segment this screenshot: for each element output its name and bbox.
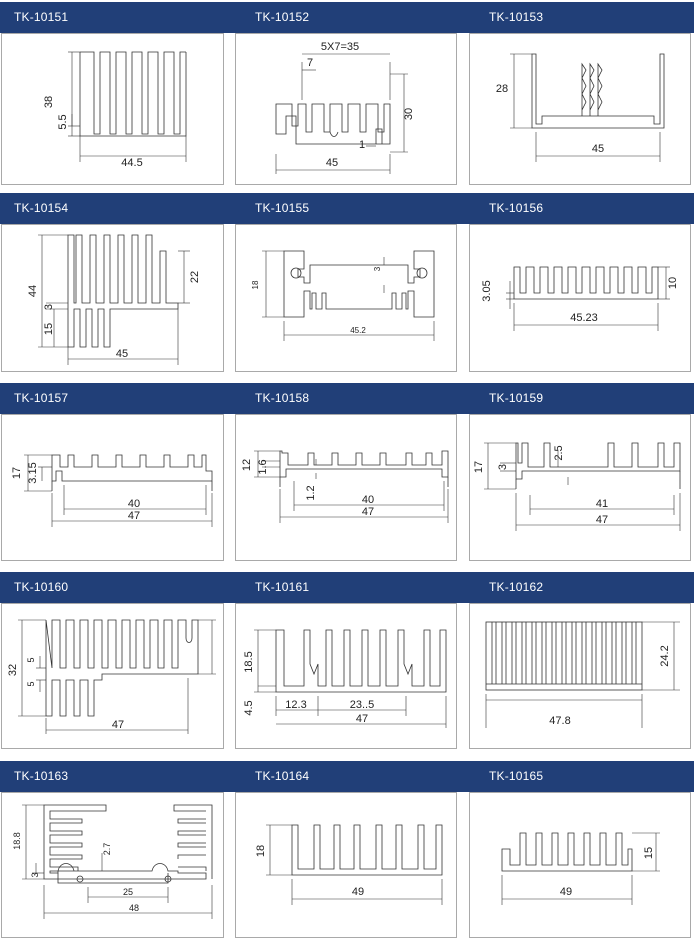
- dim-label: 44.5: [121, 157, 143, 170]
- profile-card: [235, 224, 457, 372]
- dim-label: 49: [351, 886, 365, 898]
- dim-label: 49: [559, 886, 573, 898]
- dim-label: 24.2: [659, 645, 671, 667]
- dim-label: 45: [115, 348, 129, 360]
- dim-label: 5: [26, 657, 36, 663]
- profile-card: [235, 603, 457, 749]
- product-code: TK-10159: [489, 391, 544, 405]
- profile-drawing: [2, 793, 225, 939]
- profile-drawing: [236, 793, 458, 939]
- profile-drawing: [470, 604, 692, 750]
- dim-label: 47: [355, 713, 369, 725]
- dim-label: 18.8: [12, 832, 22, 850]
- profile-drawing: [236, 34, 458, 186]
- dim-label: 1: [358, 139, 366, 151]
- profile-card: [235, 792, 457, 938]
- dim-label: 12: [241, 458, 253, 472]
- profile-card: [1, 224, 224, 372]
- dim-label: 22: [189, 270, 201, 284]
- dim-label: 45.23: [570, 312, 598, 324]
- profile-card: [1, 603, 224, 749]
- dim-label: 23..5: [349, 699, 375, 711]
- dim-label: 45.2: [350, 326, 366, 335]
- dim-label: 30: [403, 107, 415, 121]
- product-code: TK-10156: [489, 201, 544, 215]
- header-band: [0, 193, 694, 224]
- dim-label: 5: [26, 681, 36, 687]
- profile-drawing: [470, 415, 692, 562]
- dim-label: 25: [122, 887, 134, 897]
- dim-label: 15: [43, 322, 55, 336]
- profile-drawing: [2, 34, 225, 186]
- dim-label: 1.6: [257, 459, 269, 475]
- dim-label: 17: [11, 466, 23, 480]
- dim-label: 40: [127, 498, 141, 510]
- product-code: TK-10153: [489, 10, 544, 24]
- dim-label: 47: [111, 719, 125, 731]
- product-code: TK-10154: [14, 201, 69, 215]
- profile-drawing: [470, 225, 692, 373]
- profile-card: [1, 33, 224, 185]
- header-band: [0, 383, 694, 414]
- profile-card: [1, 792, 224, 938]
- profile-drawing: [2, 225, 225, 373]
- product-code: TK-10161: [255, 580, 310, 594]
- dim-label: 40: [361, 494, 375, 506]
- product-code: TK-10160: [14, 580, 69, 594]
- product-code: TK-10164: [255, 769, 310, 783]
- product-code: TK-10151: [14, 10, 69, 24]
- product-code: TK-10152: [255, 10, 310, 24]
- dim-label: 18.5: [243, 651, 255, 673]
- dim-label: 41: [595, 498, 609, 510]
- dim-label: 7: [306, 57, 314, 69]
- dim-label: 5X7=35: [320, 41, 360, 53]
- dim-label: 17: [473, 460, 485, 474]
- profile-card: [469, 33, 691, 185]
- dim-label: 3: [43, 303, 55, 311]
- dim-label: 47: [361, 506, 375, 518]
- profile-card: [235, 414, 457, 561]
- profile-drawing: [236, 604, 458, 750]
- dim-label: 47: [127, 510, 141, 522]
- dim-label: 3.05: [481, 280, 493, 302]
- profile-drawing: [236, 225, 458, 373]
- product-code: TK-10162: [489, 580, 544, 594]
- dim-label: 47: [595, 514, 609, 526]
- dim-label: 2.7: [102, 842, 112, 856]
- profile-card: [469, 414, 691, 561]
- header-band: [0, 761, 694, 792]
- profile-drawing: [236, 415, 458, 562]
- dim-label: 4.5: [243, 700, 255, 716]
- product-code: TK-10165: [489, 769, 544, 783]
- profile-drawing: [2, 604, 225, 750]
- product-code: TK-10158: [255, 391, 310, 405]
- dim-label: 38: [43, 95, 55, 109]
- dim-label: 3: [497, 463, 509, 471]
- dim-label: 10: [667, 276, 679, 290]
- dim-label: 44: [27, 284, 39, 298]
- dim-label: 2.5: [553, 445, 565, 461]
- dim-label: 18: [255, 844, 267, 858]
- dim-label: 48: [128, 903, 140, 913]
- dim-label: 1.2: [305, 485, 317, 501]
- profile-drawing: [470, 34, 692, 186]
- dim-label: 47.8: [549, 715, 571, 727]
- product-code: TK-10155: [255, 201, 310, 215]
- header-band: [0, 572, 694, 603]
- dim-label: 3: [373, 266, 382, 272]
- dim-label: 5.5: [57, 114, 69, 130]
- profile-card: [469, 603, 691, 749]
- dim-label: 12.3: [285, 699, 307, 711]
- header-band: [0, 2, 694, 33]
- product-code: TK-10157: [14, 391, 69, 405]
- profile-card: [469, 792, 691, 938]
- dim-label: 32: [7, 663, 19, 677]
- profile-card: [235, 33, 457, 185]
- profile-card: [469, 224, 691, 372]
- dim-label: 28: [495, 83, 509, 95]
- dim-label: 3.15: [27, 462, 39, 484]
- dim-label: 18: [251, 280, 260, 290]
- dim-label: 45: [591, 143, 605, 155]
- dim-label: 15: [643, 846, 655, 860]
- profile-drawing: [2, 415, 225, 562]
- profile-card: [1, 414, 224, 561]
- profile-drawing: [470, 793, 692, 939]
- dim-label: 3: [30, 872, 40, 878]
- product-code: TK-10163: [14, 769, 69, 783]
- dim-label: 45: [325, 157, 339, 169]
